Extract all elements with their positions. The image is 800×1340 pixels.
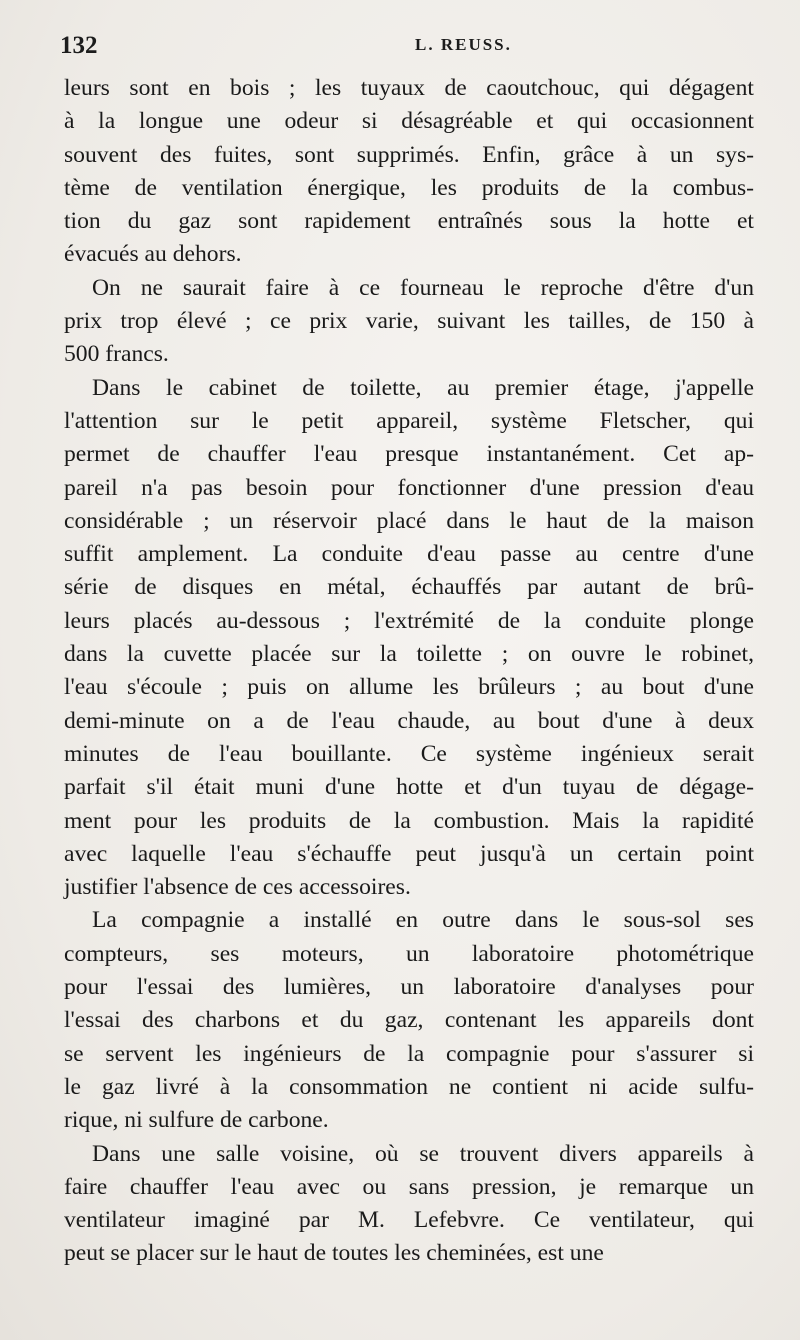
paragraph — [64, 1138, 754, 1271]
text-line: rique, ni sulfure de carbone. — [64, 1107, 329, 1134]
text-line: pour l'essai des lumières, un laboratoire d'analyses pour — [64, 974, 754, 1001]
text-line: parfait s'il était muni d'une hotte et d'un tuyau de dégage- — [64, 774, 754, 801]
text-line: faire chauffer l'eau avec ou sans pression, je remarque un — [64, 1173, 754, 1200]
text-line: prix trop élevé ; ce prix varie, suivant les tailles, de 150 à — [64, 308, 754, 335]
text-line: dans la cuvette placée sur la toilette ; on ouvre le robinet, — [64, 641, 754, 668]
text-line: l'essai des charbons et du gaz, contenant les appareils dont — [64, 1007, 754, 1034]
text-line: compteurs, ses moteurs, un laboratoire photométrique — [64, 940, 754, 967]
text-line: pareil n'a pas besoin pour fonctionner d'une pression d'eau — [64, 474, 754, 501]
page-number: 132 — [60, 32, 98, 59]
text-line: tème de ventilation énergique, les produits de la combus- — [64, 174, 754, 201]
text-line: Dans le cabinet de toilette, au premier étage, j'appelle — [92, 374, 754, 401]
text-line: La compagnie a installé en outre dans le sous-sol ses — [92, 907, 754, 934]
text-line: le gaz livré à la consommation ne contient ni acide sulfu- — [64, 1073, 754, 1100]
text-line: justifier l'absence de ces accessoires. — [64, 874, 411, 901]
text-line: ment pour les produits de la combustion. Mais la rapidité — [64, 807, 754, 834]
text-line: minutes de l'eau bouillante. Ce système ingénieux serait — [64, 740, 754, 767]
paragraph — [64, 372, 754, 905]
text-line: peut se placer sur le haut de toutes les cheminées, est une — [64, 1240, 604, 1267]
paragraph — [64, 904, 754, 1137]
text-line: leurs placés au-dessous ; l'extrémité de la conduite plonge — [64, 607, 754, 634]
text-line: 500 francs. — [64, 341, 169, 368]
text-line: leurs sont en bois ; les tuyaux de caoutchouc, qui dégagent — [64, 75, 754, 101]
paragraph — [64, 272, 754, 372]
text-line: suffit amplement. La conduite d'eau passe au centre d'une — [64, 541, 754, 568]
text-line: permet de chauffer l'eau presque instantanément. Cet ap- — [64, 441, 754, 468]
text-line: ventilateur imaginé par M. Lefebvre. Ce ventilateur, qui — [64, 1207, 754, 1234]
text-line: demi-minute on a de l'eau chaude, au bout d'une à deux — [64, 707, 754, 734]
text-line: l'eau s'écoule ; puis on allume les brûleurs ; au bout d'une — [64, 674, 754, 701]
text-line: On ne saurait faire à ce fourneau le reproche d'être d'un — [92, 274, 754, 301]
text-line: série de disques en métal, échauffés par autant de brû- — [64, 574, 754, 601]
text-line: considérable ; un réservoir placé dans le haut de la maison — [64, 507, 754, 534]
text-line: souvent des fuites, sont supprimés. Enfin, grâce à un sys- — [64, 141, 754, 168]
text-line: avec laquelle l'eau s'échauffe peut jusqu'à un certain point — [64, 840, 754, 867]
page-header — [60, 32, 750, 62]
text-line: Dans une salle voisine, où se trouvent divers appareils à — [92, 1140, 754, 1167]
text-line: évacués au dehors. — [64, 241, 242, 268]
text-line: se servent les ingénieurs de la compagnie pour s'assurer si — [64, 1040, 754, 1067]
text-line: tion du gaz sont rapidement entraînés sous la hotte et — [64, 208, 754, 235]
text-line: à la longue une odeur si désagréable et qui occasionnent — [64, 108, 754, 135]
text-line: l'attention sur le petit appareil, système Fletscher, qui — [64, 407, 754, 434]
paragraph — [64, 72, 754, 272]
running-head: L. REUSS. — [415, 35, 512, 54]
body-text — [64, 72, 754, 1271]
